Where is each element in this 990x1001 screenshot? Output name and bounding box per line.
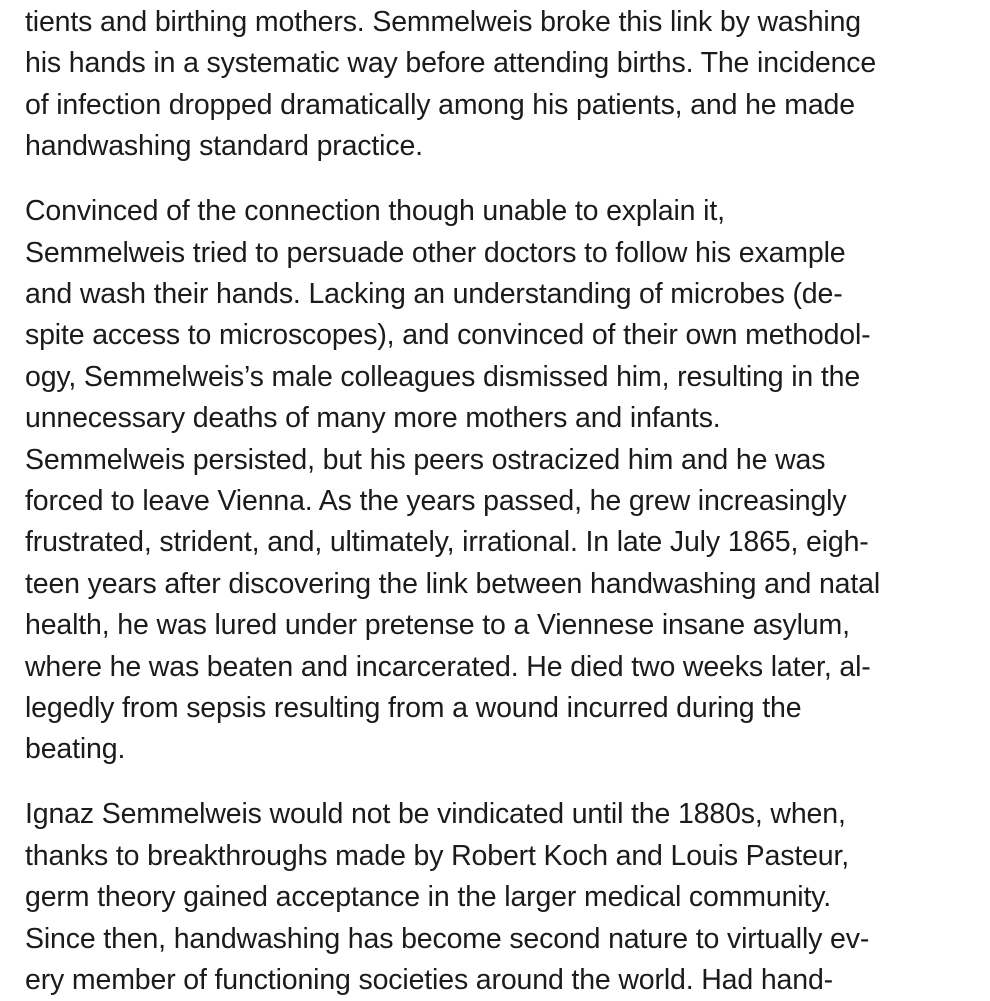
text-line: handwashing standard practice. <box>25 130 423 163</box>
text-line: ogy, Semmelweis’s male colleagues dismissed him, resulting in the <box>25 360 861 393</box>
text-line: thanks to breakthroughs made by Robert Koch and Louis Pasteur, <box>25 839 850 872</box>
text-line: Semmelweis tried to persuade other doctors to follow his example <box>25 236 846 269</box>
text-line: his hands in a systematic way before attending births. The incidence <box>25 47 877 80</box>
text-line: Ignaz Semmelweis would not be vindicated until the 1880s, when, <box>25 798 846 831</box>
text-line: legedly from sepsis resulting from a wound incurred during the <box>25 692 802 724</box>
paragraph <box>25 191 982 771</box>
text-line: of infection dropped dramatically among his patients, and he made <box>25 88 855 121</box>
text-line: frustrated, strident, and, ultimately, irrational. In late July 1865, eigh- <box>25 526 869 559</box>
text-line: tients and birthing mothers. Semmelweis broke this link by washing <box>25 6 861 38</box>
paragraph <box>25 794 982 1001</box>
text-line: beating. <box>25 733 126 766</box>
paragraph-container <box>25 2 982 1001</box>
text-line: ery member of functioning societies around the world. Had hand- <box>25 963 833 996</box>
text-line: Since then, handwashing has become second nature to virtually ev- <box>25 922 870 955</box>
text-line: teen years after discovering the link between handwashing and natal <box>25 567 881 600</box>
text-line: health, he was lured under pretense to a Viennese insane asylum, <box>25 609 850 642</box>
text-line: where he was beaten and incarcerated. He died two weeks later, al- <box>25 650 871 683</box>
text-line: Convinced of the connection though unable to explain it, <box>25 195 725 228</box>
paragraph <box>25 2 982 168</box>
text-line: unnecessary deaths of many more mothers and infants. <box>25 402 721 435</box>
text-line: germ theory gained acceptance in the larger medical community. <box>25 881 831 914</box>
text-line: Semmelweis persisted, but his peers ostracized him and he was <box>25 443 826 476</box>
text-line: forced to leave Vienna. As the years passed, he grew increasingly <box>25 484 847 517</box>
text-line: spite access to microscopes), and convinced of their own methodol- <box>25 319 871 352</box>
text-line: and wash their hands. Lacking an understanding of microbes (de- <box>25 277 843 310</box>
